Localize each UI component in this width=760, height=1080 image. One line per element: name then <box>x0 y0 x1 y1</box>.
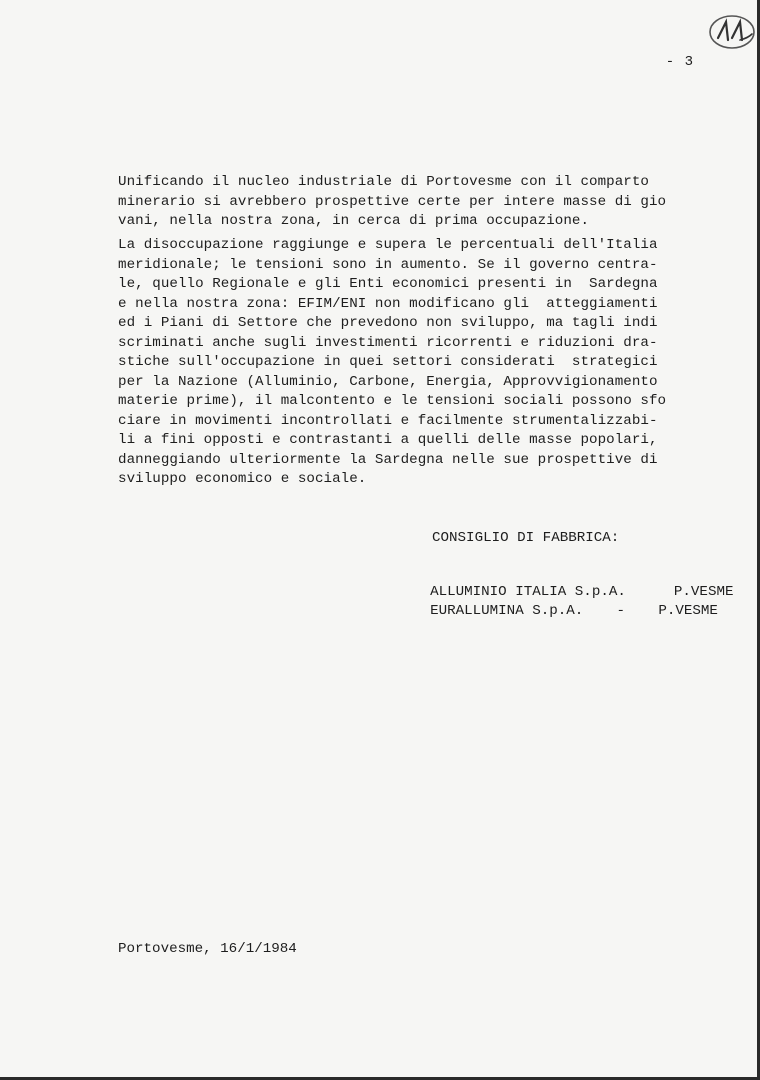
signatory-location: P.VESME <box>658 603 718 619</box>
signatory-line <box>396 587 718 635</box>
text-line: materie prime), il malcontento e le tensioni sociali possono sfo <box>118 393 667 409</box>
paragraph-unificando <box>118 173 703 232</box>
paragraph-disoccupazione <box>118 236 703 490</box>
signatory-location: P.VESME <box>673 584 734 600</box>
text-line: danneggiando ulteriormente la Sardegna nelle sue prospettive di <box>118 451 658 468</box>
text-line: scriminati anche sugli investimenti ricorrenti e riduzioni dra- <box>118 334 658 351</box>
text-line: stiche sull'occupazione in quei settori considerati strategici <box>118 354 658 370</box>
text-line: per la Nazione (Alluminio, Carbone, Energia, Approvvigionamento <box>118 373 658 390</box>
text-line: e nella nostra zona: EFIM/ENI non modificano gli atteggiamenti <box>118 295 658 312</box>
text-line: meridionale; le tensioni sono in aumento. Se il governo centra- <box>118 256 658 273</box>
place-and-date: Portovesme, 16/1/1984 <box>118 941 297 957</box>
text-line: ciare in movimenti incontrollati e facilmente strumentalizzabi- <box>118 412 658 429</box>
text-line: sviluppo economico e sociale. <box>118 471 367 487</box>
text-line: La disoccupazione raggiunge e supera le percentuali dell'Italia <box>118 237 658 253</box>
text-line: vani, nella nostra zona, in cerca di prima occupazione. <box>118 213 590 229</box>
text-line: li a fini opposti e contrastanti a quelli delle masse popolari, <box>118 432 658 448</box>
page-number: - 3 <box>665 54 694 70</box>
signature-heading: CONSIGLIO DI FABBRICA: <box>432 530 620 546</box>
signatory-company: ALLUMINIO ITALIA S.p.A. <box>430 584 626 600</box>
text-line: minerario si avrebbero prospettive certe per intere masse di gio <box>118 193 667 210</box>
signatory-company: EURALLUMINA S.p.A. <box>430 603 584 619</box>
signatory-separator: - <box>616 603 626 619</box>
text-line: Unificando il nucleo industriale di Portovesme con il comparto <box>118 174 649 190</box>
text-line: ed i Piani di Settore che prevedono non sviluppo, ma tagli indi <box>118 315 658 331</box>
text-line: le, quello Regionale e gli Enti economici presenti in Sardegna <box>118 276 658 292</box>
handwritten-folio-mark <box>704 8 758 54</box>
